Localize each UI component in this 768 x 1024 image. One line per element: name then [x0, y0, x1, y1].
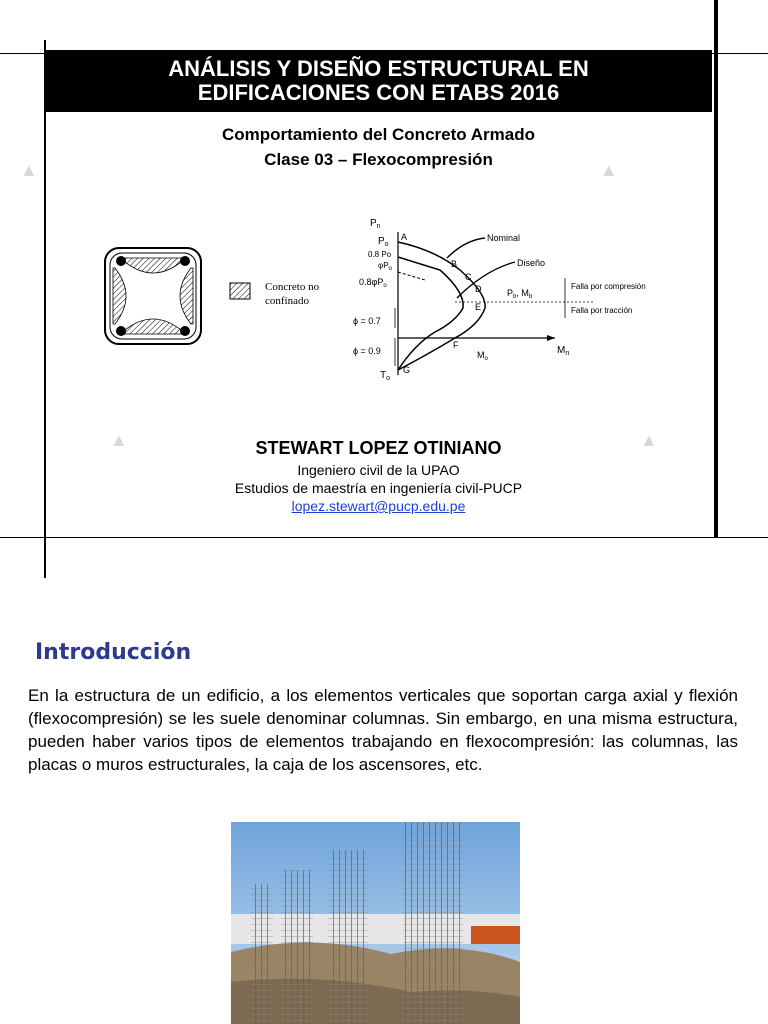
rebar-columns-photo	[231, 822, 520, 1024]
label-phi09: ϕ = 0.9	[353, 346, 381, 356]
point-g: G	[403, 365, 411, 375]
label-po: $P_o$	[378, 236, 389, 248]
point-a: A	[401, 232, 408, 242]
subtitle-line2: Clase 03 – Flexocompresión	[264, 150, 493, 169]
label-falla-traccion: Falla por tracción	[571, 306, 633, 315]
label-falla-compresion: Falla por compresión	[571, 282, 646, 291]
point-e: E	[475, 302, 482, 312]
watermark-triangle-icon: ▲	[110, 430, 128, 450]
slide-title-line1: ANÁLISIS Y DISEÑO ESTRUCTURAL EN	[168, 56, 589, 81]
author-degree: Ingeniero civil de la UPAO	[297, 462, 460, 478]
point-d: D	[475, 284, 482, 294]
bottom-rule	[0, 537, 768, 538]
right-rule	[714, 0, 718, 538]
intro-paragraph: En la estructura de un edificio, a los elementos verticales que soportan carga axial y flexión (flexocompresión) se les suele denominar columnas. Sin embargo, en una misma estructura, pueden haber varios tipos de elementos trabajando en flexocompresión: las columnas, las placas o muros estructurales, la caja de los ascensores, etc.	[28, 686, 738, 774]
point-c: C	[465, 272, 472, 282]
label-diseno: Diseño	[517, 258, 546, 268]
intro-heading: Introducción	[35, 640, 192, 665]
label-mo: $M_o$	[477, 350, 488, 362]
label-mn: $M_n$	[557, 345, 570, 357]
author-name: STEWART LOPEZ OTINIANO	[255, 438, 502, 458]
subtitle-line1: Comportamiento del Concreto Armado	[222, 125, 535, 144]
label-pbmb: $P_b$, $M_b$	[507, 288, 533, 300]
label-phi07: ϕ = 0.7	[353, 316, 381, 326]
watermark-triangle-icon: ▲	[20, 160, 38, 180]
author-studies: Estudios de maestría en ingeniería civil-PUCP	[234, 480, 523, 496]
label-08phipo: $0.8\varphi P_o$	[359, 277, 387, 289]
legend-swatch	[230, 283, 250, 299]
label-phipo: $\varphi P_o$	[378, 261, 392, 272]
author-email-link[interactable]: lopez.stewart@pucp.edu.pe	[291, 498, 466, 514]
author-block	[45, 435, 712, 515]
label-pn: $P_n$	[370, 218, 381, 230]
slide-title-bar	[45, 50, 712, 112]
watermark-triangle-icon: ▲	[640, 430, 658, 450]
legend-label-line1: Concreto no	[265, 281, 320, 293]
point-f: F	[453, 340, 459, 350]
point-b: B	[451, 259, 458, 269]
slide-title-line2: EDIFICACIONES CON ETABS 2016	[197, 80, 560, 105]
legend-label-line2: confinado	[265, 295, 309, 307]
interaction-diagram	[95, 210, 695, 390]
label-to: $T_o$	[380, 370, 391, 382]
column-section-icon	[105, 248, 201, 344]
label-nominal: Nominal	[487, 233, 521, 243]
label-08po: 0.8 Po	[368, 250, 392, 259]
watermark-triangle-icon: ▲	[600, 160, 618, 180]
slide-subtitle	[45, 122, 712, 172]
